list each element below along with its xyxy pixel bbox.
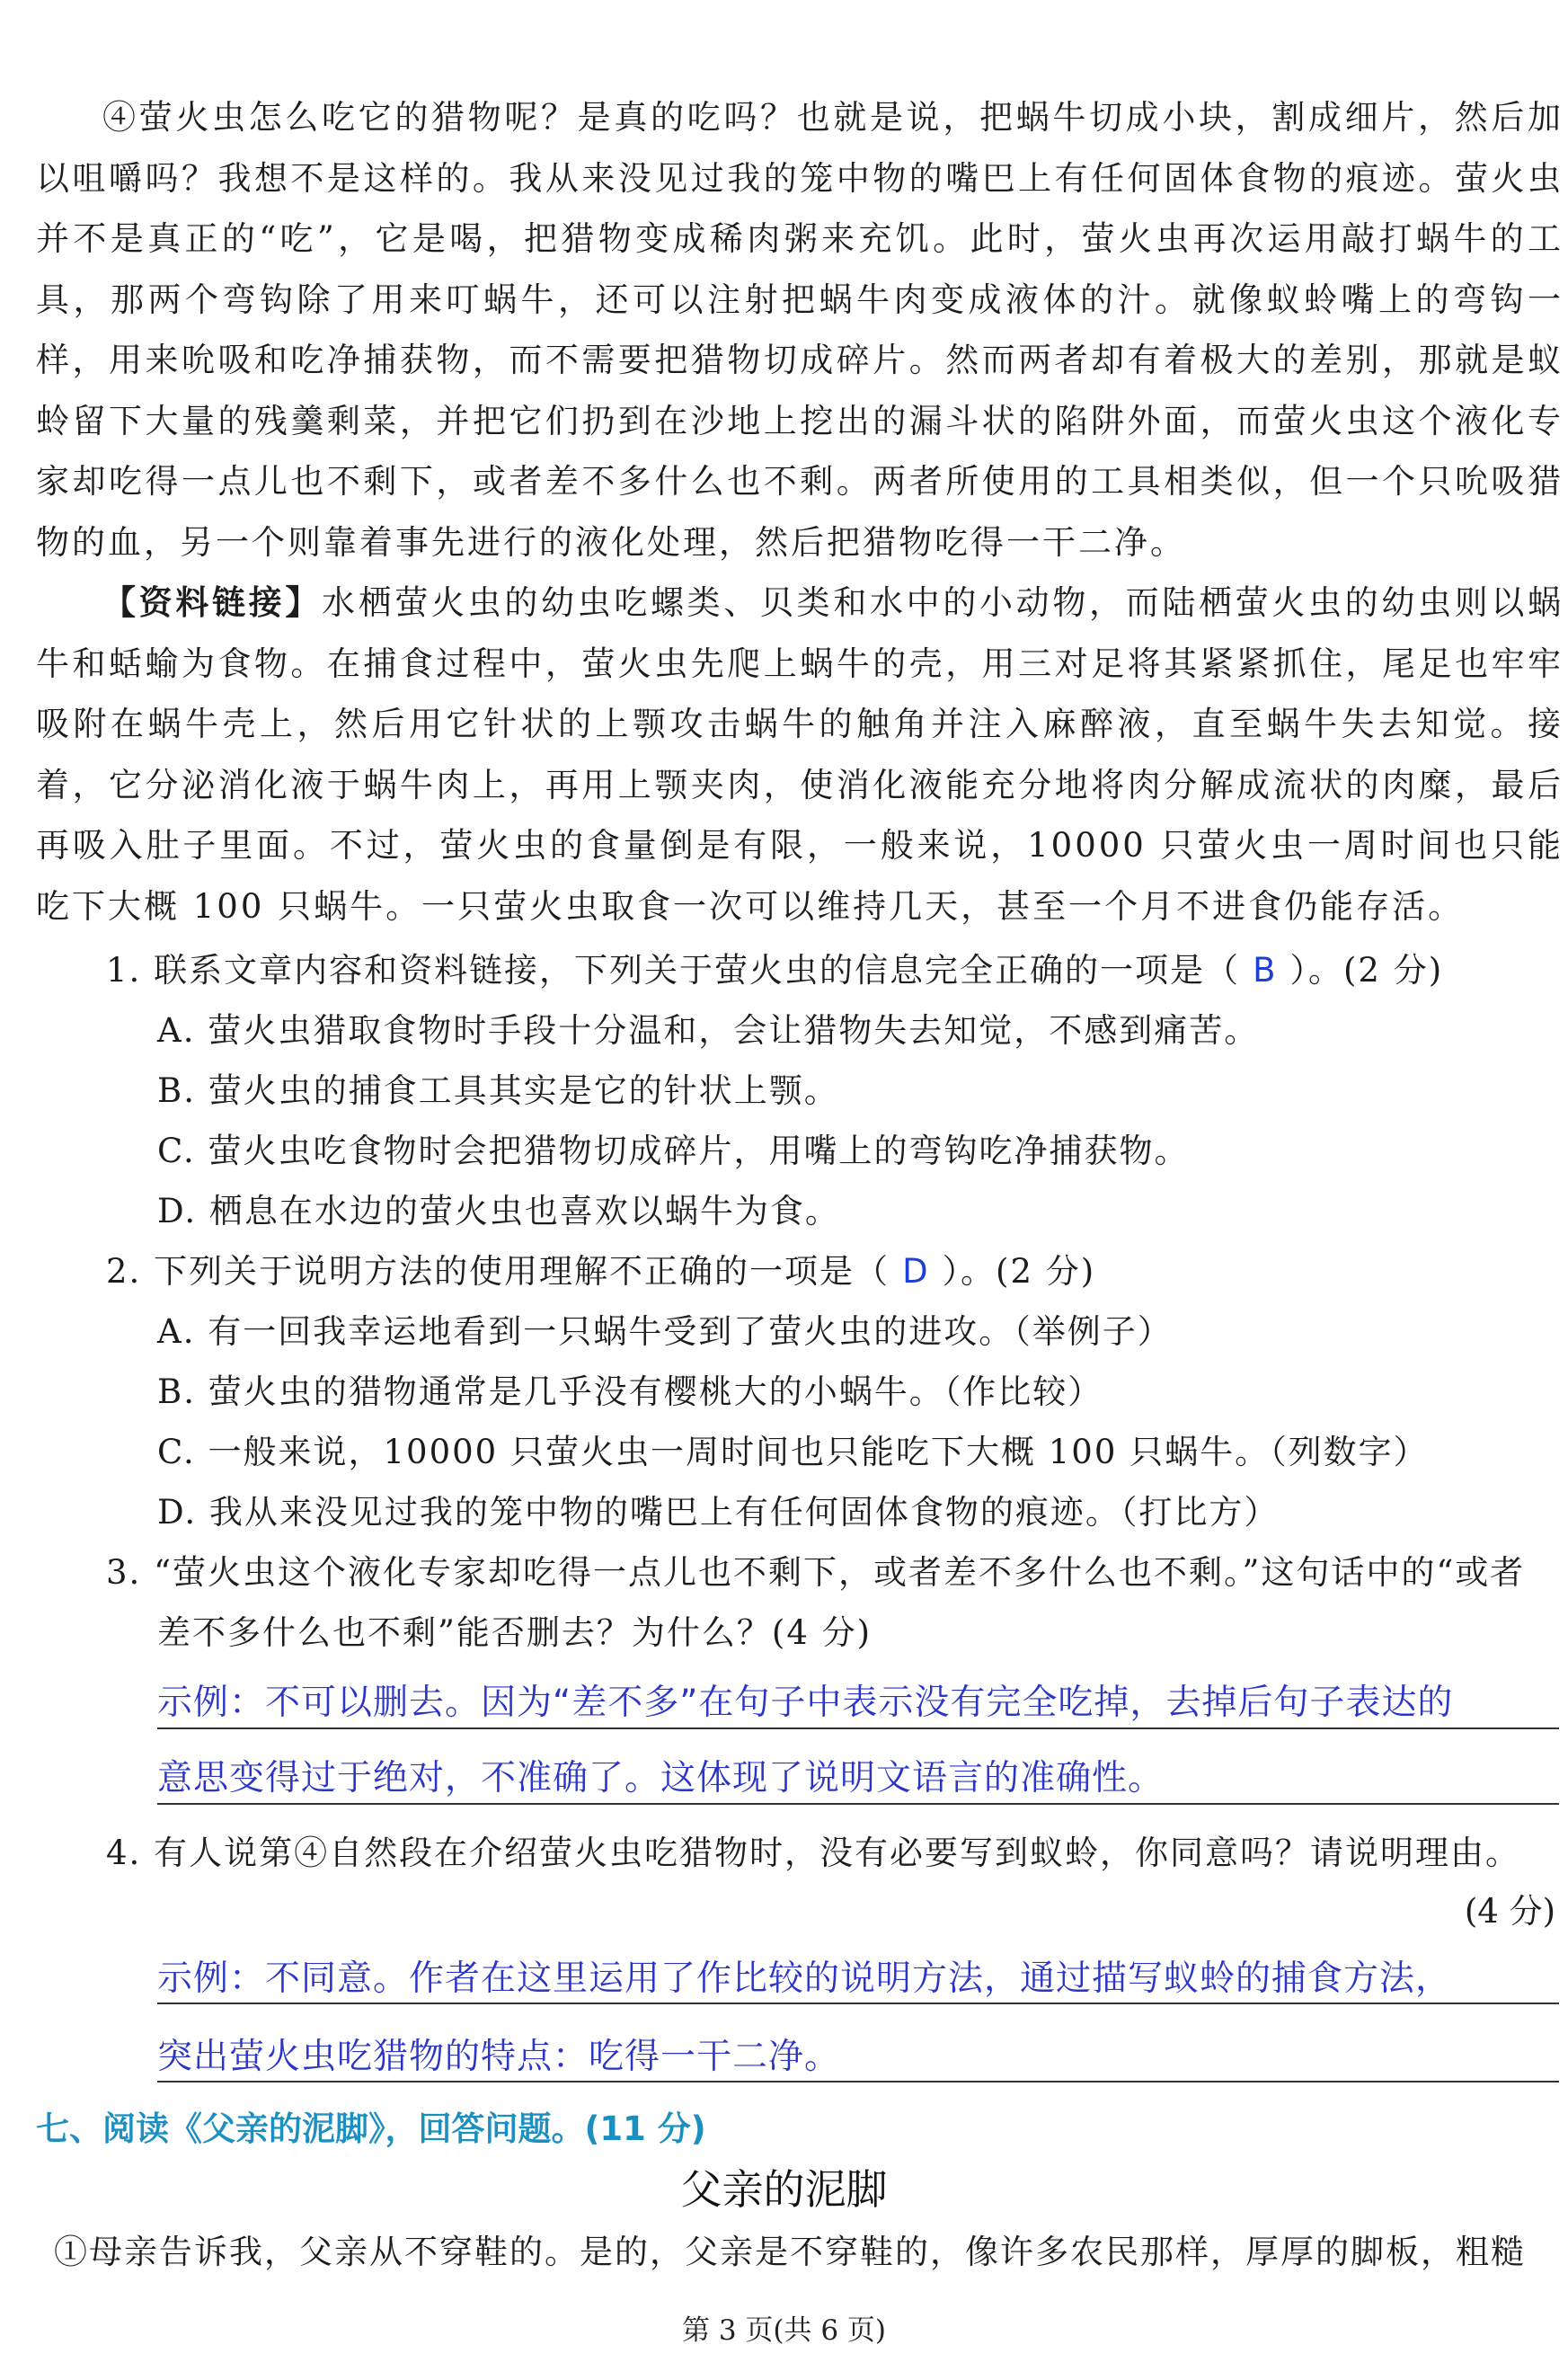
question-1-stem [106, 943, 1443, 991]
question-3-stem-line-2: 差不多什么也不剩”能否删去？为什么？(4 分) [157, 1613, 873, 1652]
resource-link-label: 【资料链接】 [102, 583, 322, 622]
answer-rule-line [157, 2081, 1559, 2082]
question-1-option-a: A. 萤火虫猎取食物时手段十分温和，会让猎物失去知觉，不感到痛苦。 [157, 1011, 1260, 1050]
question-1-answer: B [1253, 951, 1278, 990]
question-1-option-b: B. 萤火虫的捕食工具其实是它的针状上颚。 [157, 1071, 839, 1110]
question-3-answer-line-1: 示例：不可以删去。因为“差不多”在句子中表示没有完全吃掉，去掉后句子表达的 [157, 1683, 1454, 1723]
article-title: 父亲的泥脚 [680, 2165, 888, 2214]
question-4-answer-line-2: 突出萤火虫吃猎物的特点：吃得一干二净。 [157, 2037, 841, 2077]
question-1-stem-text: 1. 联系文章内容和资料链接，下列关于萤火虫的信息完全正确的一项是（ [106, 951, 1241, 990]
question-2-option-c: C. 一般来说，10000 只萤火虫一周时间也只能吃下大概 100 只蜗牛。（列数字） [157, 1433, 1429, 1471]
passage-paragraph-4: ④萤火虫怎么吃它的猎物呢？是真的吃吗？也就是说，把蜗牛切成小块，割成细片，然后加以咀嚼吗？我想不是这样的。我从来没见过我的笼中物的嘴巴上有任何固体食物的痕迹。萤火虫并不是真正的“吃”，它是喝，把猎物变成稀肉粥来充饥。此时，萤火虫再次运用敲打蜗牛的工具，那两个弯钩除了用来叮蜗牛，还可以注射把蜗牛肉变成液体的汁。就像蚁蛉嘴上的弯钩一样，用来吮吸和吃净捕获物，而不需要把猎物切成碎片。然而两者却有着极大的差别，那就是蚁蛉留下大量的残羹剩菜，并把它们扔到在沙地上挖出的漏斗状的陷阱外面，而萤火虫这个液化专家却吃得一点儿也不剩下，或者差不多什么也不剩。两者所使用的工具相类似，但一个只吮吸猎物的血，另一个则靠着事先进行的液化处理，然后把猎物吃得一干二净。 [36, 98, 1564, 562]
question-2-option-d: D. 我从来没见过我的笼中物的嘴巴上有任何固体食物的痕迹。（打比方） [157, 1493, 1280, 1532]
answer-rule-line [157, 1803, 1559, 1805]
question-2-points: ）。(2 分) [942, 1252, 1096, 1291]
question-3-stem-line-1: 3. “萤火虫这个液化专家却吃得一点儿也不剩下，或者差不多什么也不剩。”这句话中的“或者 [106, 1553, 1526, 1592]
resource-link-text: 水栖萤火虫的幼虫吃螺类、贝类和水中的小动物，而陆栖萤火虫的幼虫则以蜗牛和蛞蝓为食物。在捕食过程中，萤火虫先爬上蜗牛的壳，用三对足将其紧紧抓住，尾足也牢牢吸附在蜗牛壳上，然后用它针状的上颚攻击蜗牛的触角并注入麻醉液，直至蜗牛失去知觉。接着，它分泌消化液于蜗牛肉上，再用上颚夹肉，使消化液能充分地将肉分解成流状的肉糜，最后再吸入肚子里面。不过，萤火虫的食量倒是有限，一般来说，10000 只萤火虫一周时间也只能吃下大概 100 只蜗牛。一只萤火虫取食一次可以维持几天，甚至一个月不进食仍能存活。 [36, 583, 1564, 926]
page-number-footer: 第 3 页(共 6 页) [681, 2314, 887, 2347]
question-4-stem: 4. 有人说第④自然段在介绍萤火虫吃猎物时，没有必要写到蚁蛉，你同意吗？请说明理由。 [106, 1834, 1521, 1872]
question-1-points: ）。(2 分) [1289, 951, 1444, 990]
question-4-answer-line-1: 示例：不同意。作者在这里运用了作比较的说明方法，通过描写蚁蛉的捕食方法， [157, 1958, 1452, 1999]
question-2-stem [106, 1244, 1095, 1292]
question-3-answer-line-2: 意思变得过于绝对，不准确了。这体现了说明文语言的准确性。 [157, 1758, 1165, 1798]
question-1-option-c: C. 萤火虫吃食物时会把猎物切成碎片，用嘴上的弯钩吃净捕获物。 [157, 1132, 1190, 1170]
resource-link-paragraph [36, 573, 1564, 937]
answer-rule-line [157, 1727, 1559, 1729]
question-2-option-b: B. 萤火虫的猎物通常是几乎没有樱桃大的小蜗牛。（作比较） [157, 1372, 1103, 1411]
question-2-stem-text: 2. 下列关于说明方法的使用理解不正确的一项是（ [106, 1252, 890, 1291]
question-2-answer: D [902, 1252, 930, 1291]
section-7-heading: 七、阅读《父亲的泥脚》，回答问题。(11 分) [36, 2109, 706, 2148]
question-2-option-a: A. 有一回我幸运地看到一只蜗牛受到了萤火虫的进攻。（举例子） [157, 1312, 1173, 1351]
question-4-points: (4 分) [1464, 1892, 1555, 1931]
answer-rule-line [157, 2003, 1559, 2004]
question-1-option-d: D. 栖息在水边的萤火虫也喜欢以蜗牛为食。 [157, 1192, 840, 1230]
article-first-line: ①母亲告诉我，父亲从不穿鞋的。是的，父亲是不穿鞋的，像许多农民那样，厚厚的脚板，粗糙 [54, 2233, 1526, 2271]
